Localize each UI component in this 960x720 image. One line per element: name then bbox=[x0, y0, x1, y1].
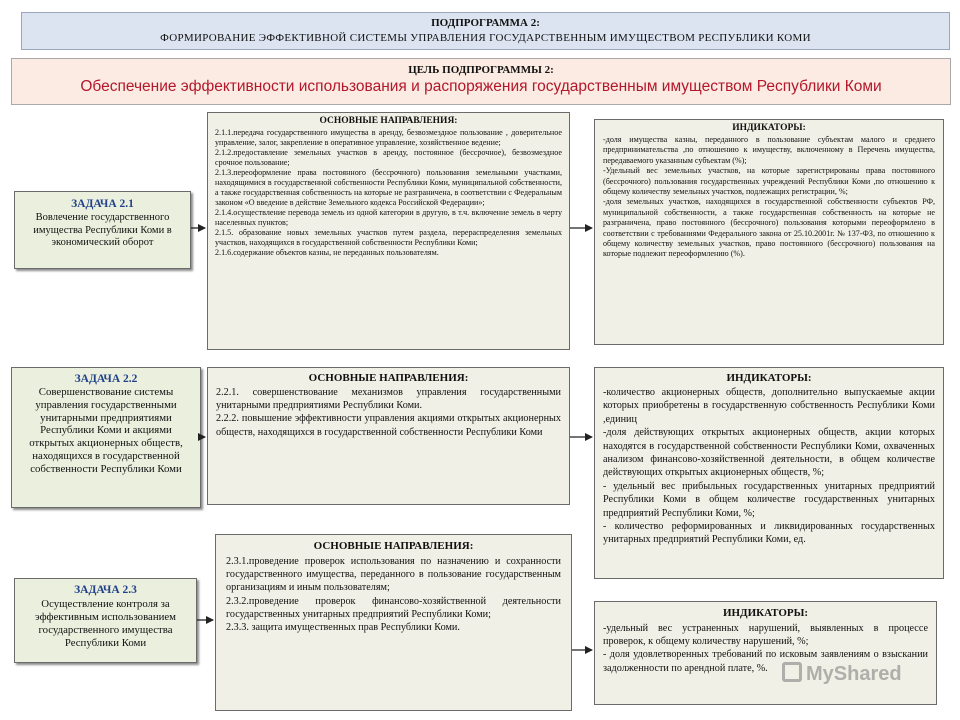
list-item: 2.3.1.проведение проверок использования по назначению и сохранности государственного имущества, переданного в пользование государственным организациям и иным пользователям; bbox=[226, 556, 561, 594]
list-item: - доля удовлетворенных требований по исковым заявлениям о взыскании задолженности по арендной плате, %. bbox=[603, 649, 928, 674]
watermark-icon bbox=[782, 662, 802, 682]
task-title: ЗАДАЧА 2.2 bbox=[74, 373, 138, 385]
list-item: -количество акционерных обществ, дополнительно выпускаемые акции которых приобретены в государственную собственность Республики Коми ,единиц bbox=[603, 387, 935, 425]
list-item: 2.2.1. совершенствование механизмов управления государственными унитарными предприятиями Республики Коми. bbox=[216, 387, 561, 412]
list-item: - количество реформированных и ликвидированных государственных унитарных предприятий Республики Коми, ед. bbox=[603, 521, 935, 546]
task-text: Совершенствование системы управления государственными унитарными предприятиями Республики Коми и акциями открытых акционерных обществ, находящихся в государственной собственности Республики Коми bbox=[29, 386, 183, 475]
list-item: 2.1.6.содержание объектов казны, не переданных пользователям. bbox=[215, 248, 439, 257]
subprogram-name: ФОРМИРОВАНИЕ ЭФФЕКТИВНОЙ СИСТЕМЫ УПРАВЛЕНИЯ ГОСУДАРСТВЕННЫМ ИМУЩЕСТВОМ РЕСПУБЛИКИ КОМИ bbox=[160, 32, 811, 44]
list-item: -доля земельных участков, находящихся в государственной собственности субъектов РФ, муниципальной собственности, а также государственная собственность на которые не разграничена, право постоянного (бессрочного) пользования которыми переоформлено в соответствии с требованиями Федерального закона от 25.10.2001г. № 137-ФЗ, по отношению к общему количеству земельных участков, право постоянного (бессрочного) пользования на которые подлежит переоформлению (%). bbox=[603, 197, 935, 259]
list-item: -доля действующих открытых акционерных обществ, акции которых находятся в государственной собственности Республики Коми, охваченных анализом финансово-хозяйственной деятельности, в общем количестве действующих открытых акционерных обществ, %; bbox=[603, 427, 935, 479]
task-title: ЗАДАЧА 2.3 bbox=[74, 584, 137, 596]
indicators-title: ИНДИКАТОРЫ: bbox=[722, 607, 809, 619]
task-text: Вовлечение государственного имущества Республики Коми в экономический оборот bbox=[33, 212, 172, 248]
directions-title: ОСНОВНЫЕ НАПРАВЛЕНИЯ: bbox=[313, 540, 474, 552]
list-item: 2.1.2.предоставление земельных участков в аренду, постоянное (бессрочное), безвозмездное срочное пользование; bbox=[215, 148, 562, 167]
indicators-title: ИНДИКАТОРЫ: bbox=[732, 123, 806, 133]
list-item: - удельный вес прибыльных государственных унитарных предприятий Республики Коми в общем количестве государственных унитарных предприятий Республики Коми, %; bbox=[603, 480, 935, 519]
goal-text: Обеспечение эффективности использования и распоряжения государственным имуществом Республики Коми bbox=[80, 78, 882, 95]
list-item: 2.1.4.осуществление перевода земель из одной категории в другую, в т.ч. включение земель в черту населенных пунктов; bbox=[215, 208, 562, 227]
directions-title: ОСНОВНЫЕ НАПРАВЛЕНИЯ: bbox=[308, 372, 469, 384]
directions-title: ОСНОВНЫЕ НАПРАВЛЕНИЯ: bbox=[319, 116, 458, 126]
list-item: -Удельный вес земельных участков, на которые зарегистрированы права постоянного (бессрочного) пользования государственных учреждений Республики Коми ,по отношению к общему количеству земельных участков, подлежащих регистрации, %; bbox=[603, 166, 935, 197]
watermark-text: MyShared bbox=[806, 663, 902, 685]
subprogram-title: ПОДПРОГРАММА 2: bbox=[431, 17, 540, 29]
list-item: -доля имущества казны, переданного в пользование субъектам малого и среднего предпринимательства ,по отношению к имуществу, включенному в Перечень имущества, передаваемого указанным субъектам (%); bbox=[603, 135, 935, 165]
list-item: -удельный вес устраненных нарушений, выявленных в процессе проверок, к общему количеству нарушений, %; bbox=[603, 623, 928, 648]
task-title: ЗАДАЧА 2.1 bbox=[71, 198, 134, 210]
list-item: 2.1.5. образование новых земельных участков путем раздела, перераспределения земельных участков, находящихся в государственной собственности Республики Коми; bbox=[215, 228, 562, 247]
list-item: 2.2.2. повышение эффективности управления акциями открытых акционерных обществ, находящихся в государственной собственности Республики Коми bbox=[216, 413, 561, 438]
watermark bbox=[782, 662, 902, 686]
indicators-title: ИНДИКАТОРЫ: bbox=[726, 372, 812, 384]
task-text: Осуществление контроля за эффективным использованием государственного имущества Республики Коми bbox=[35, 598, 176, 649]
list-item: 2.3.3. защита имущественных прав Республики Коми. bbox=[226, 622, 460, 634]
goal-label: ЦЕЛЬ ПОДПРОГРАММЫ 2: bbox=[408, 64, 554, 76]
list-item: 2.3.2.проведение проверок финансово-хозяйственной деятельности государственных унитарных предприятий Республики Коми; bbox=[226, 595, 561, 620]
list-item: 2.1.3.переоформление права постоянного (бессрочного) пользования земельными участками, находящимися в государственной собственности Республики Коми, муниципальной собственности, а также государственная собственность на которые не разграничена, в соответствии с Федеральным законом «О введение в действие Земельного кодекса Российской Федерации»; bbox=[215, 168, 562, 207]
list-item: 2.1.1.передача государственного имущества в аренду, безвозмездное пользование , доверительное управление, залог, закрепление в оперативное управление, хозяйственное ведение; bbox=[215, 128, 562, 147]
